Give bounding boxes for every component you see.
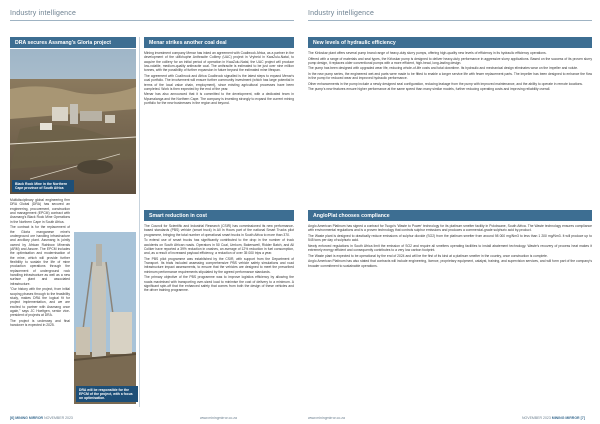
paragraph: The pump has been designed with upgraded wear life, reducing whole-of-life costs and total downtime. Its hydraulic and mechanical design eliminates wear on the impeller and volute. bbox=[308, 66, 579, 71]
paragraph: Offered with a range of materials and seal types, the Kirloskar pump is designed to deliver heavy-duty performance in aggressive slurry applications. Based on the success of its proven slurry pump design, it replaces older conventional pumps with a more efficient, high-head, long-lasting design. bbox=[308, 56, 592, 65]
article-body-hydraulic bbox=[308, 51, 592, 203]
section-label-left: Industry intelligence bbox=[10, 10, 77, 17]
publication-name-left: MINING MIRROR bbox=[15, 416, 44, 420]
footer-right bbox=[522, 416, 585, 420]
header-rule-left bbox=[10, 20, 294, 21]
paragraph: The pump's new features ensure higher performance at the same speed than many similar models, further reducing operating costs and improving reliability overall. bbox=[308, 87, 551, 92]
article-title-asmang: DRA secures Assmang's Gloria project bbox=[10, 37, 136, 48]
paragraph: The Council for Scientific and Industrial Research (CSIR) has commissioned its new performance-based standards (PBS) vehicle (smart truck) in All In Hours part of the national Smart Trucks pilot programme, bringing the total number of operational smart trucks in South Africa to more than 370. bbox=[144, 224, 294, 237]
section-label-right: Industry intelligence bbox=[308, 10, 375, 17]
paragraph: The Waste plant is designed to drastically reduce emissions of sulphur dioxide (SO2) from the platinum smelter from around 98 000 mg/Nm3 to less than 1 200 mg/Nm3. It will produce up to 545 tons per day of sulphuric acid. bbox=[308, 233, 592, 243]
paragraph: Anglo American Platinum has signed a contract for Tsogo's 'Waste to Power' technology for its platinum smelter facility in Polokwane, South Africa. The Waste technology ensures compliance with environmental regulations and is a proven technology that controls sulphur emissions and produces a commercial-grade sulphuric acid by-product. bbox=[308, 224, 592, 233]
paragraph: To extend use of smart trucks has significantly contributed to the drop in the number of truck accidents on South African roads. Operators in 50 Coal, Umkom, Bakerswell, Ridder Batch, and All Coliker have reported a 39% reduction in crashes, an average of 12% reduction in fuel consumption, and, as a result of increased payload efficiency, a reduction of over 35 000 trips a year. bbox=[144, 238, 294, 256]
page-number-right: [7] bbox=[580, 416, 585, 420]
paragraph: Newly enforced regulations in South Africa limit the emission of SO2 and require all smelters operating facilities to install abatement technology. Waste's recovery of process heat makes it extremely energy efficient and consequently contributes to a very low carbon footprint. bbox=[308, 243, 592, 253]
right-page bbox=[300, 0, 600, 424]
article-title-menar: Menar strikes another coal deal bbox=[144, 37, 294, 48]
article-body-angloplat bbox=[308, 224, 592, 408]
header-rule-right bbox=[308, 20, 592, 21]
paragraph: The Waste plant is expected to be operational by the end of 2024 and will be the first of its kind at a platinum smelter in the country, once construction is complete. bbox=[308, 253, 548, 258]
article-title-hydraulic: New levels of hydraulic efficiency bbox=[308, 37, 592, 48]
article-body-asmang bbox=[10, 198, 70, 406]
article-body-menar bbox=[144, 51, 294, 203]
footer-url-left: www.miningmirror.co.za bbox=[200, 416, 237, 420]
footer-left bbox=[10, 416, 73, 420]
page-number-left: [6] bbox=[10, 416, 15, 420]
mine-aerial-photo bbox=[10, 49, 136, 194]
paragraph: The Kirloskar plant offers several pump brand range of heavy-duty slurry pumps, offering high-quality new levels of efficiency in its hydraulic efficiency operations. bbox=[308, 51, 547, 55]
issue-date-left: NOVEMBER 2023 bbox=[44, 416, 73, 420]
paragraph: The agreement with Coalbrook and Africa Coalbrook signalled is the latest steps to expand Menar's coal portfolio. The involvement will ensure further community investment (which has large potential in terms of the local value chain, employment), since existing agricultural processes have been completed. Work is then expected by the end of the year. bbox=[144, 73, 294, 91]
paragraph: The PBS pilot programme was established by the CSIR, with support from the Department of Transport. Its trials included assessing comprehensive PBS vehicle safety simulations and road infrastructure impact assessments, to ensure that the vehicles are designed to meet the prescribed minimum performance requirements stipulated by the agreed performance standards. bbox=[144, 256, 294, 274]
photo-caption-headframe: DRA will be responsible for the EPCM of the project, with a focus on optimisation. bbox=[76, 386, 138, 402]
paragraph: Menar has also announced that it is committed to the development, with a dedicated team in Mpumalanga and the Northern Cape. The company is investing strongly to expand the current mining portfolio for the new businesses in the region and beyond. bbox=[144, 92, 294, 106]
paragraph: "Our history with the project, from initial scoping phases through to the feasibility study, makes DRA the logical fit for project implementation, and we are excited to partner with Assmang once again," says JC Hoeltgen, senior vice-president of projects at DRA. bbox=[10, 287, 70, 318]
paragraph: The contract is for the replacement of the Gloria manganese mine's underground ore handling infrastructure and ancillary plant. Assmang is jointly owned by African Rainbow Minerals (ARM) and Assore. The EPCM includes the optimisation and modernisation of the mine, which will provide further flexibility to sustain the life of mine production operations through the replacement of underground rock handling infrastructure as well as a new surface plant and associated infrastructure. bbox=[10, 225, 70, 286]
paragraph: Mining investment company Menar has inked an agreement with Coalbrook Africa, as a partner in the development of the uMkhuphe Anthracite Colliery (UAC) project in Vryheid in KwaZulu-Natal, to acquire the colliery for an initial period of operation in KwaZulu-Natal, the UAC project will produce low-volatile, medium-quality anthracite coal. The anthracite is estimated to be just over nine million tonnes, with the possibility of further expansion in future beyond the estimated mine lifespan. bbox=[144, 51, 294, 73]
article-title-angloplat: AngloPlat chooses compliance bbox=[308, 210, 592, 221]
column-divider-left bbox=[139, 37, 140, 407]
paragraph: Anglo American Platinum has also stated that contracts will include engineering, licence, proprietary equipment, catalyst, training, and supervision services, and will form part of the company's broader commitment to sustainable operations. bbox=[308, 259, 592, 268]
headframe-photo bbox=[74, 232, 136, 404]
paragraph: Multidisciplinary global engineering firm DRA Global (DRA) has secured an engineering, procurement, construction and management (EPCM) contract with Assmang's Black Rock Mine Operations in the Northern Cape in South Africa. bbox=[10, 198, 70, 224]
paragraph: In the new pump series, the engineered wet-end parts were made to be fitted to enable a longer service life with fewer replacement parts. The impeller has been designed to enhance the flow in the pump for reduced wear and improved hydraulic performance. bbox=[308, 71, 592, 81]
paragraph: The primary objective of the PBS programme was to improve logistics efficiency by allowing the roads maximised with transporting over-sized load to minimise the cost of delivery to a minimum. A significant spin-off that the enhanced safety that comes from both the design of these vehicles and the driver training programme. bbox=[144, 275, 294, 293]
article-body-smart bbox=[144, 224, 294, 408]
issue-date-right: NOVEMBER 2023 bbox=[522, 416, 551, 420]
publication-name-right: MINING MIRROR bbox=[551, 416, 580, 420]
photo-caption-aerial: Black Rock Mine in the Northern Cape province of South Africa bbox=[12, 180, 74, 192]
paragraph: Other enhancements in the pump include a newly designed seal configuration, reducing leakage from the pump with improved maintenance, and the ability to operate in remote locations. bbox=[308, 81, 583, 86]
footer-url-right: www.miningmirror.co.za bbox=[308, 416, 345, 420]
article-title-smart: Smart reduction in cost bbox=[144, 210, 294, 221]
paragraph: The project is underway and final handover is expected in 2025. bbox=[10, 318, 70, 328]
